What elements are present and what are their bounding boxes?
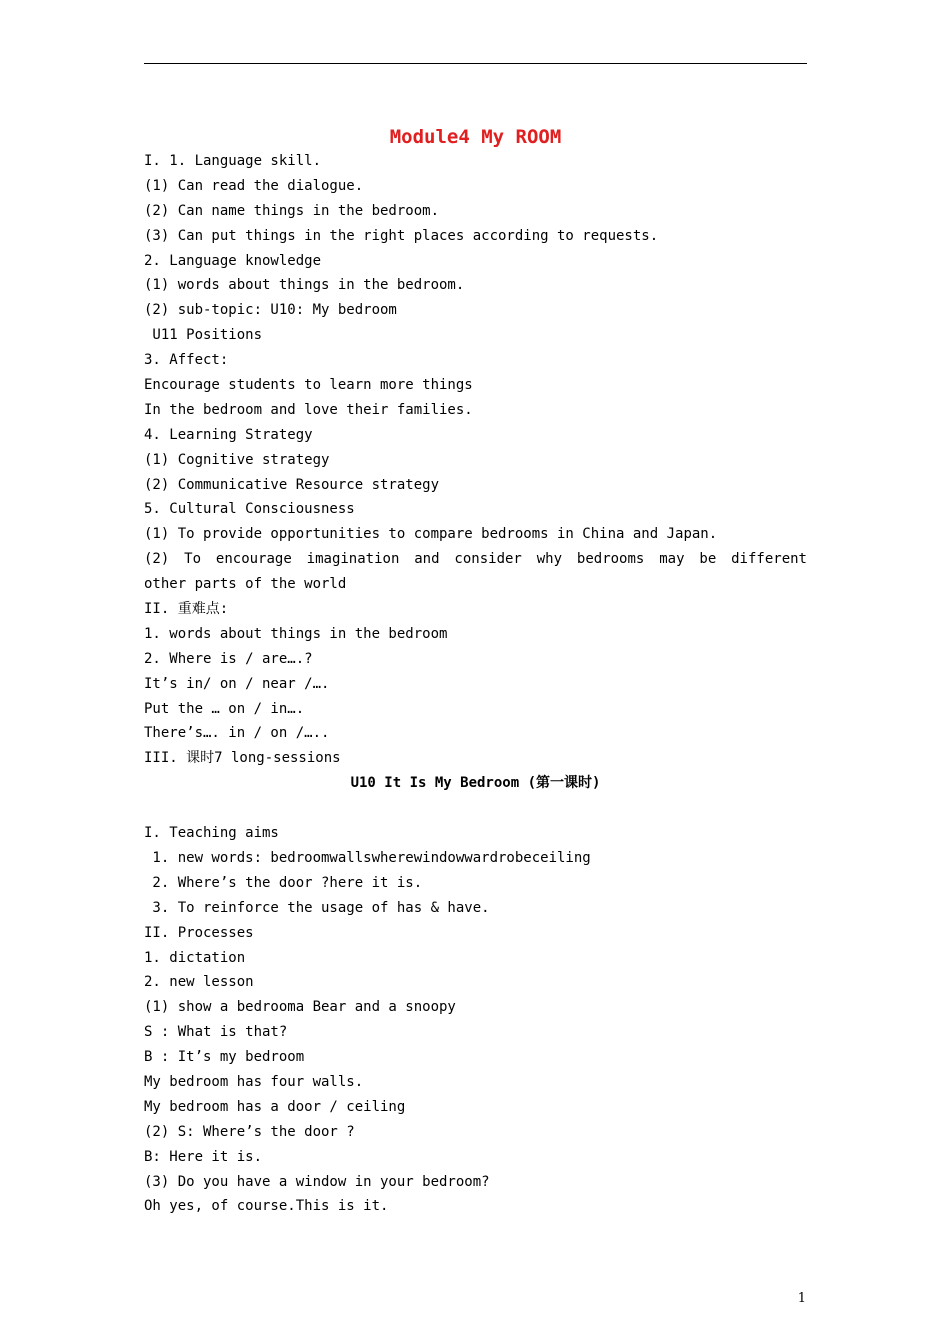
text-line: (3) Can put things in the right places according to requests. (144, 227, 659, 244)
text-line: B: Here it is. (144, 1148, 263, 1165)
text-line: other parts of the world (144, 576, 347, 593)
text-line: (1) show a bedrooma Bear and a snoopy (144, 999, 456, 1016)
document-title: Module4 My ROOM (389, 126, 562, 148)
text-line: It’s in/ on / near /…. (144, 675, 330, 692)
text-line: (1) Cognitive strategy (144, 451, 330, 468)
text-line: (1) To provide opportunities to compare bedrooms in China and Japan. (144, 526, 718, 543)
text-line: Encourage students to learn more things (144, 377, 473, 394)
document-body (144, 149, 807, 1219)
text-line: My bedroom has four walls. (144, 1073, 364, 1090)
text-line: 1. new words: bedroomwallswherewindowwardrobeceiling (144, 849, 591, 866)
text-line: (2) Can name things in the bedroom. (144, 202, 440, 219)
text-line: (1) words about things in the bedroom. (144, 277, 465, 294)
text-line: I. 1. Language skill. (144, 153, 322, 169)
text-line: U11 Positions (144, 327, 263, 344)
text-line: (3) Do you have a window in your bedroom? (144, 1173, 490, 1190)
page-number: 1 (797, 1291, 806, 1306)
text-line: III. 课时7 long-sessions (144, 750, 341, 767)
text-line: 2. Where’s the door ?here it is. (144, 874, 423, 891)
text-line: (2) Communicative Resource strategy (144, 476, 440, 493)
text-line: (2) sub-topic: U10: My bedroom (144, 302, 397, 319)
text-line: S : What is that? (144, 1024, 288, 1041)
text-line: I. Teaching aims (144, 825, 279, 842)
text-line: II. Processes (144, 924, 254, 941)
text-line: In the bedroom and love their families. (144, 401, 473, 418)
header-rule (144, 63, 807, 64)
text-line: 1. words about things in the bedroom (144, 625, 448, 642)
unit-heading: U10 It Is My Bedroom (第一课时) (350, 775, 601, 792)
text-line: 4. Learning Strategy (144, 426, 313, 443)
text-line: 2. new lesson (144, 974, 254, 991)
text-line: Put the … on / in…. (144, 700, 305, 717)
text-line: Oh yes, of course.This is it. (144, 1198, 389, 1215)
text-line: (2) S: Where’s the door ? (144, 1123, 355, 1140)
text-line: 2. Language knowledge (144, 252, 322, 269)
text-line: There’s…. in / on /….. (144, 725, 330, 742)
text-line: 2. Where is / are….? (144, 650, 313, 667)
text-line-justified: (2) To encourage imagination and consider why bedrooms may be different (144, 551, 807, 568)
text-line: 5. Cultural Consciousness (144, 501, 355, 518)
text-line: B : It’s my bedroom (144, 1049, 305, 1066)
text-line: 1. dictation (144, 949, 246, 966)
text-line: (1) Can read the dialogue. (144, 177, 364, 194)
blank-line (144, 796, 807, 821)
text-line: My bedroom has a door / ceiling (144, 1098, 406, 1115)
text-line: 3. To reinforce the usage of has & have. (144, 899, 490, 916)
text-line: 3. Affect: (144, 352, 229, 369)
text-line: II. 重难点: (144, 601, 229, 618)
